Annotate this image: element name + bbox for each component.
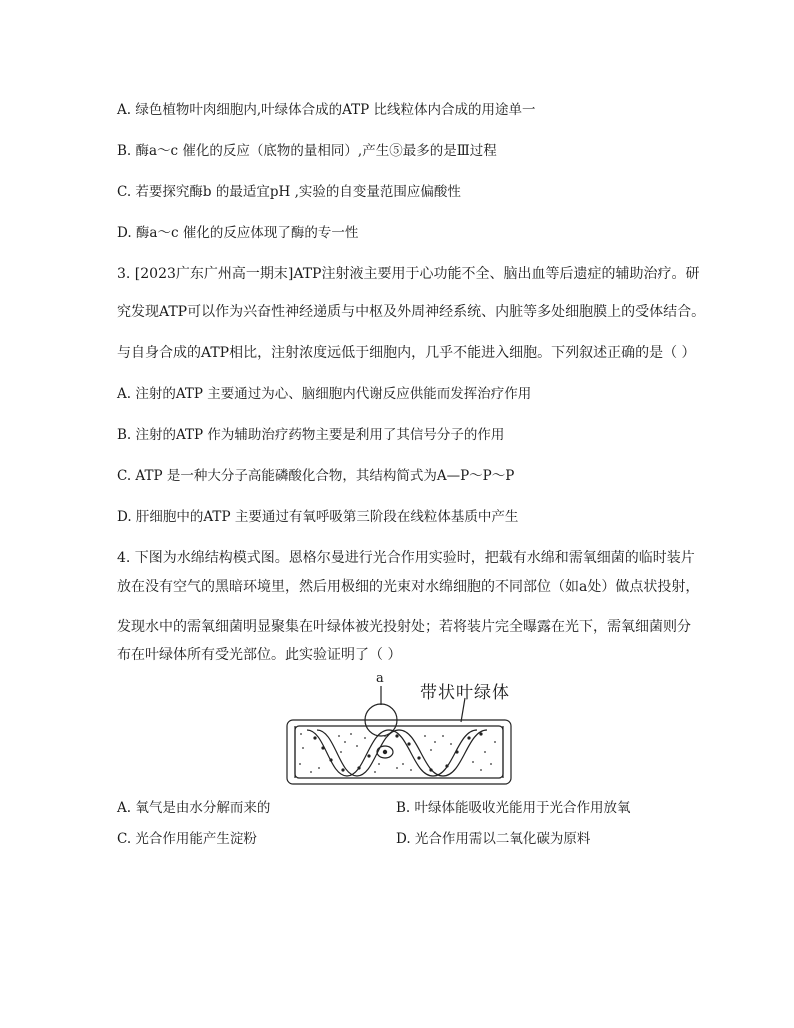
- q3-stem-line-3: 与自身合成的ATP相比，注射浓度远低于细胞内，几乎不能进入细胞。下列叙述正确的是（ ）: [117, 345, 696, 361]
- q3-option-d: D. 肝细胞中的ATP 主要通过有氧呼吸第三阶段在线粒体基质中产生: [117, 509, 519, 525]
- q2-option-c: C. 若要探究酶b 的最适宜pH ,实验的自变量范围应偏酸性: [117, 184, 461, 200]
- q2-option-b: B. 酶a～c 催化的反应（底物的量相同）,产生⑤最多的是Ⅲ过程: [117, 143, 497, 159]
- q2-option-a: A. 绿色植物叶肉细胞内,叶绿体合成的ATP 比线粒体内合成的用途单一: [117, 102, 536, 118]
- q3-option-b: B. 注射的ATP 作为辅助治疗药物主要是利用了其信号分子的作用: [117, 427, 505, 443]
- q3-option-c: C. ATP 是一种大分子高能磷酸化合物，其结构简式为A—P～P～P: [117, 468, 515, 484]
- q3-stem-line-2: 究发现ATP可以作为兴奋性神经递质与中枢及外周神经系统、内脏等多处细胞膜上的受体结合。: [117, 304, 706, 320]
- q2-option-d: D. 酶a～c 催化的反应体现了酶的专一性: [117, 225, 359, 241]
- q4-stem-line-1: 4. 下图为水绵结构模式图。恩格尔曼进行光合作用实验时，把载有水绵和需氧细菌的临时装片: [117, 550, 695, 566]
- figure-label-chloroplast: 带状叶绿体: [420, 683, 510, 703]
- q4-option-b: B. 叶绿体能吸收光能用于光合作用放氧: [396, 800, 631, 816]
- q3-option-a: A. 注射的ATP 主要通过为心、脑细胞内代谢反应供能而发挥治疗作用: [117, 386, 532, 402]
- q4-stem-line-3: 发现水中的需氧细菌明显聚集在叶绿体被光投射处；若将装片完全曝露在光下，需氧细菌则分: [117, 619, 691, 635]
- spirogyra-diagram: [285, 672, 513, 788]
- figure-label-a: a: [376, 671, 384, 686]
- q4-option-c: C. 光合作用能产生淀粉: [117, 831, 257, 847]
- q4-option-d: D. 光合作用需以二氧化碳为原料: [396, 831, 591, 847]
- q4-stem-line-4: 布在叶绿体所有受光部位。此实验证明了（ ）: [117, 647, 402, 663]
- q3-stem-line-1: 3. [2023广东广州高一期末]ATP注射液主要用于心功能不全、脑出血等后遗症的辅助治疗。研: [117, 266, 700, 282]
- q4-option-a: A. 氧气是由水分解而来的: [117, 800, 271, 816]
- q4-stem-line-2: 放在没有空气的黑暗环境里，然后用极细的光束对水绵细胞的不同部位（如a处）做点状投射，: [117, 579, 700, 595]
